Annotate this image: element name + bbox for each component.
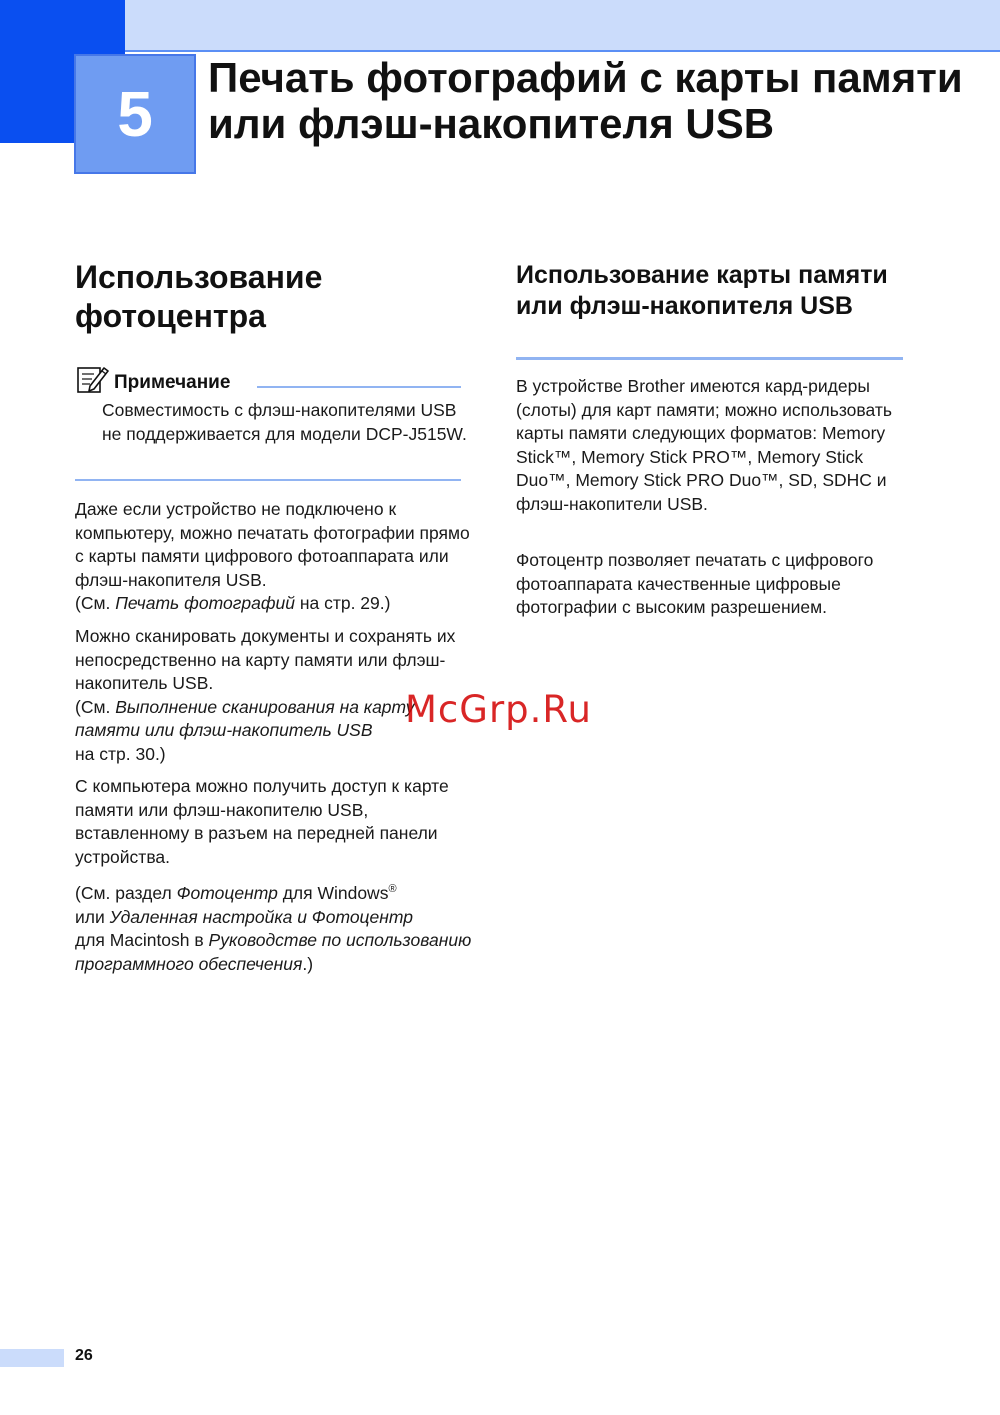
footer-bar <box>0 1349 64 1367</box>
watermark: McGrp.Ru <box>405 688 592 731</box>
chapter-number: 5 <box>117 78 153 150</box>
p4-software-guide: Руководстве по использованию программного обеспечения <box>75 930 472 974</box>
section-title-photocenter: Использование фотоцентра <box>75 259 323 334</box>
ref-prefix: (См. <box>75 696 116 717</box>
p4-text-j: .) <box>302 953 314 974</box>
p4-text-c: для Windows <box>277 883 389 903</box>
left-paragraph-1 <box>75 498 475 616</box>
right-paragraph-2: Фотоцентр позволяет печатать с цифрового фотоаппарата качественные цифровые фотографии с высоким разрешением. <box>516 550 874 617</box>
right-paragraph-1: В устройстве Brother имеются кард-ридеры (слоты) для карт памяти; можно использовать карты памяти следующих форматов: Memory Stick™, Memory Stick PRO™, Memory Stick Duo™, Memory Stick PRO Duo™, SD, SDHC и флэш-накопители USB. <box>516 376 892 514</box>
ref-suffix: на стр. 29.) <box>294 593 391 613</box>
note-heading-rule <box>257 386 461 388</box>
note-pencil-icon <box>76 364 110 394</box>
left-paragraph-3: С компьютера можно получить доступ к карте памяти или флэш-накопителю USB, вставленному в разъем на передней панели устройства. <box>75 776 449 867</box>
ref-print-photos: Печать фотографий <box>115 593 295 613</box>
p4-text-h: для Macintosh в <box>75 930 209 950</box>
ref-suffix: на стр. 30.) <box>75 743 166 764</box>
left-paragraph-1-text: Даже если устройство не подключено к компьютеру, можно печатать фотографии прямо с карты памяти цифрового фотоаппарата или флэш-накопителя USB. <box>75 499 470 590</box>
p4-remote-setup: Удаленная настройка <box>109 906 293 927</box>
ref-scan-to-card: Выполнение сканирования на карту памяти или флэш-накопитель USB <box>75 696 415 740</box>
note-text: Совместимость с флэш-накопителями USB не поддерживается для модели DCP-J515W. <box>102 400 467 444</box>
header-band <box>125 0 1000 51</box>
page-number: 26 <box>75 1347 93 1364</box>
header-line <box>125 50 1000 52</box>
ref-prefix: (См. <box>75 593 116 613</box>
note-label: Примечание <box>114 372 231 393</box>
left-paragraph-2-text: Можно сканировать документы и сохранять их непосредственно на карту памяти или флэш-накопитель USB. <box>75 626 456 693</box>
p4-photocenter-2: Фотоцентр <box>311 906 414 927</box>
chapter-number-box <box>74 54 196 174</box>
p4-text-d: или <box>75 906 110 927</box>
registered-mark: ® <box>388 883 397 896</box>
section-rule <box>516 357 903 360</box>
left-paragraph-4 <box>75 882 475 976</box>
section-title-memory-card: Использование карты памяти или флэш-накопителя USB <box>516 261 888 320</box>
p4-text-f: и <box>292 906 312 927</box>
p4-text-a: (См. раздел <box>75 883 177 903</box>
chapter-title: Печать фотографий с карты памяти или флэш-накопителя USB <box>208 54 963 147</box>
note-bottom-rule <box>75 479 461 481</box>
p4-photocenter: Фотоцентр <box>176 883 278 903</box>
